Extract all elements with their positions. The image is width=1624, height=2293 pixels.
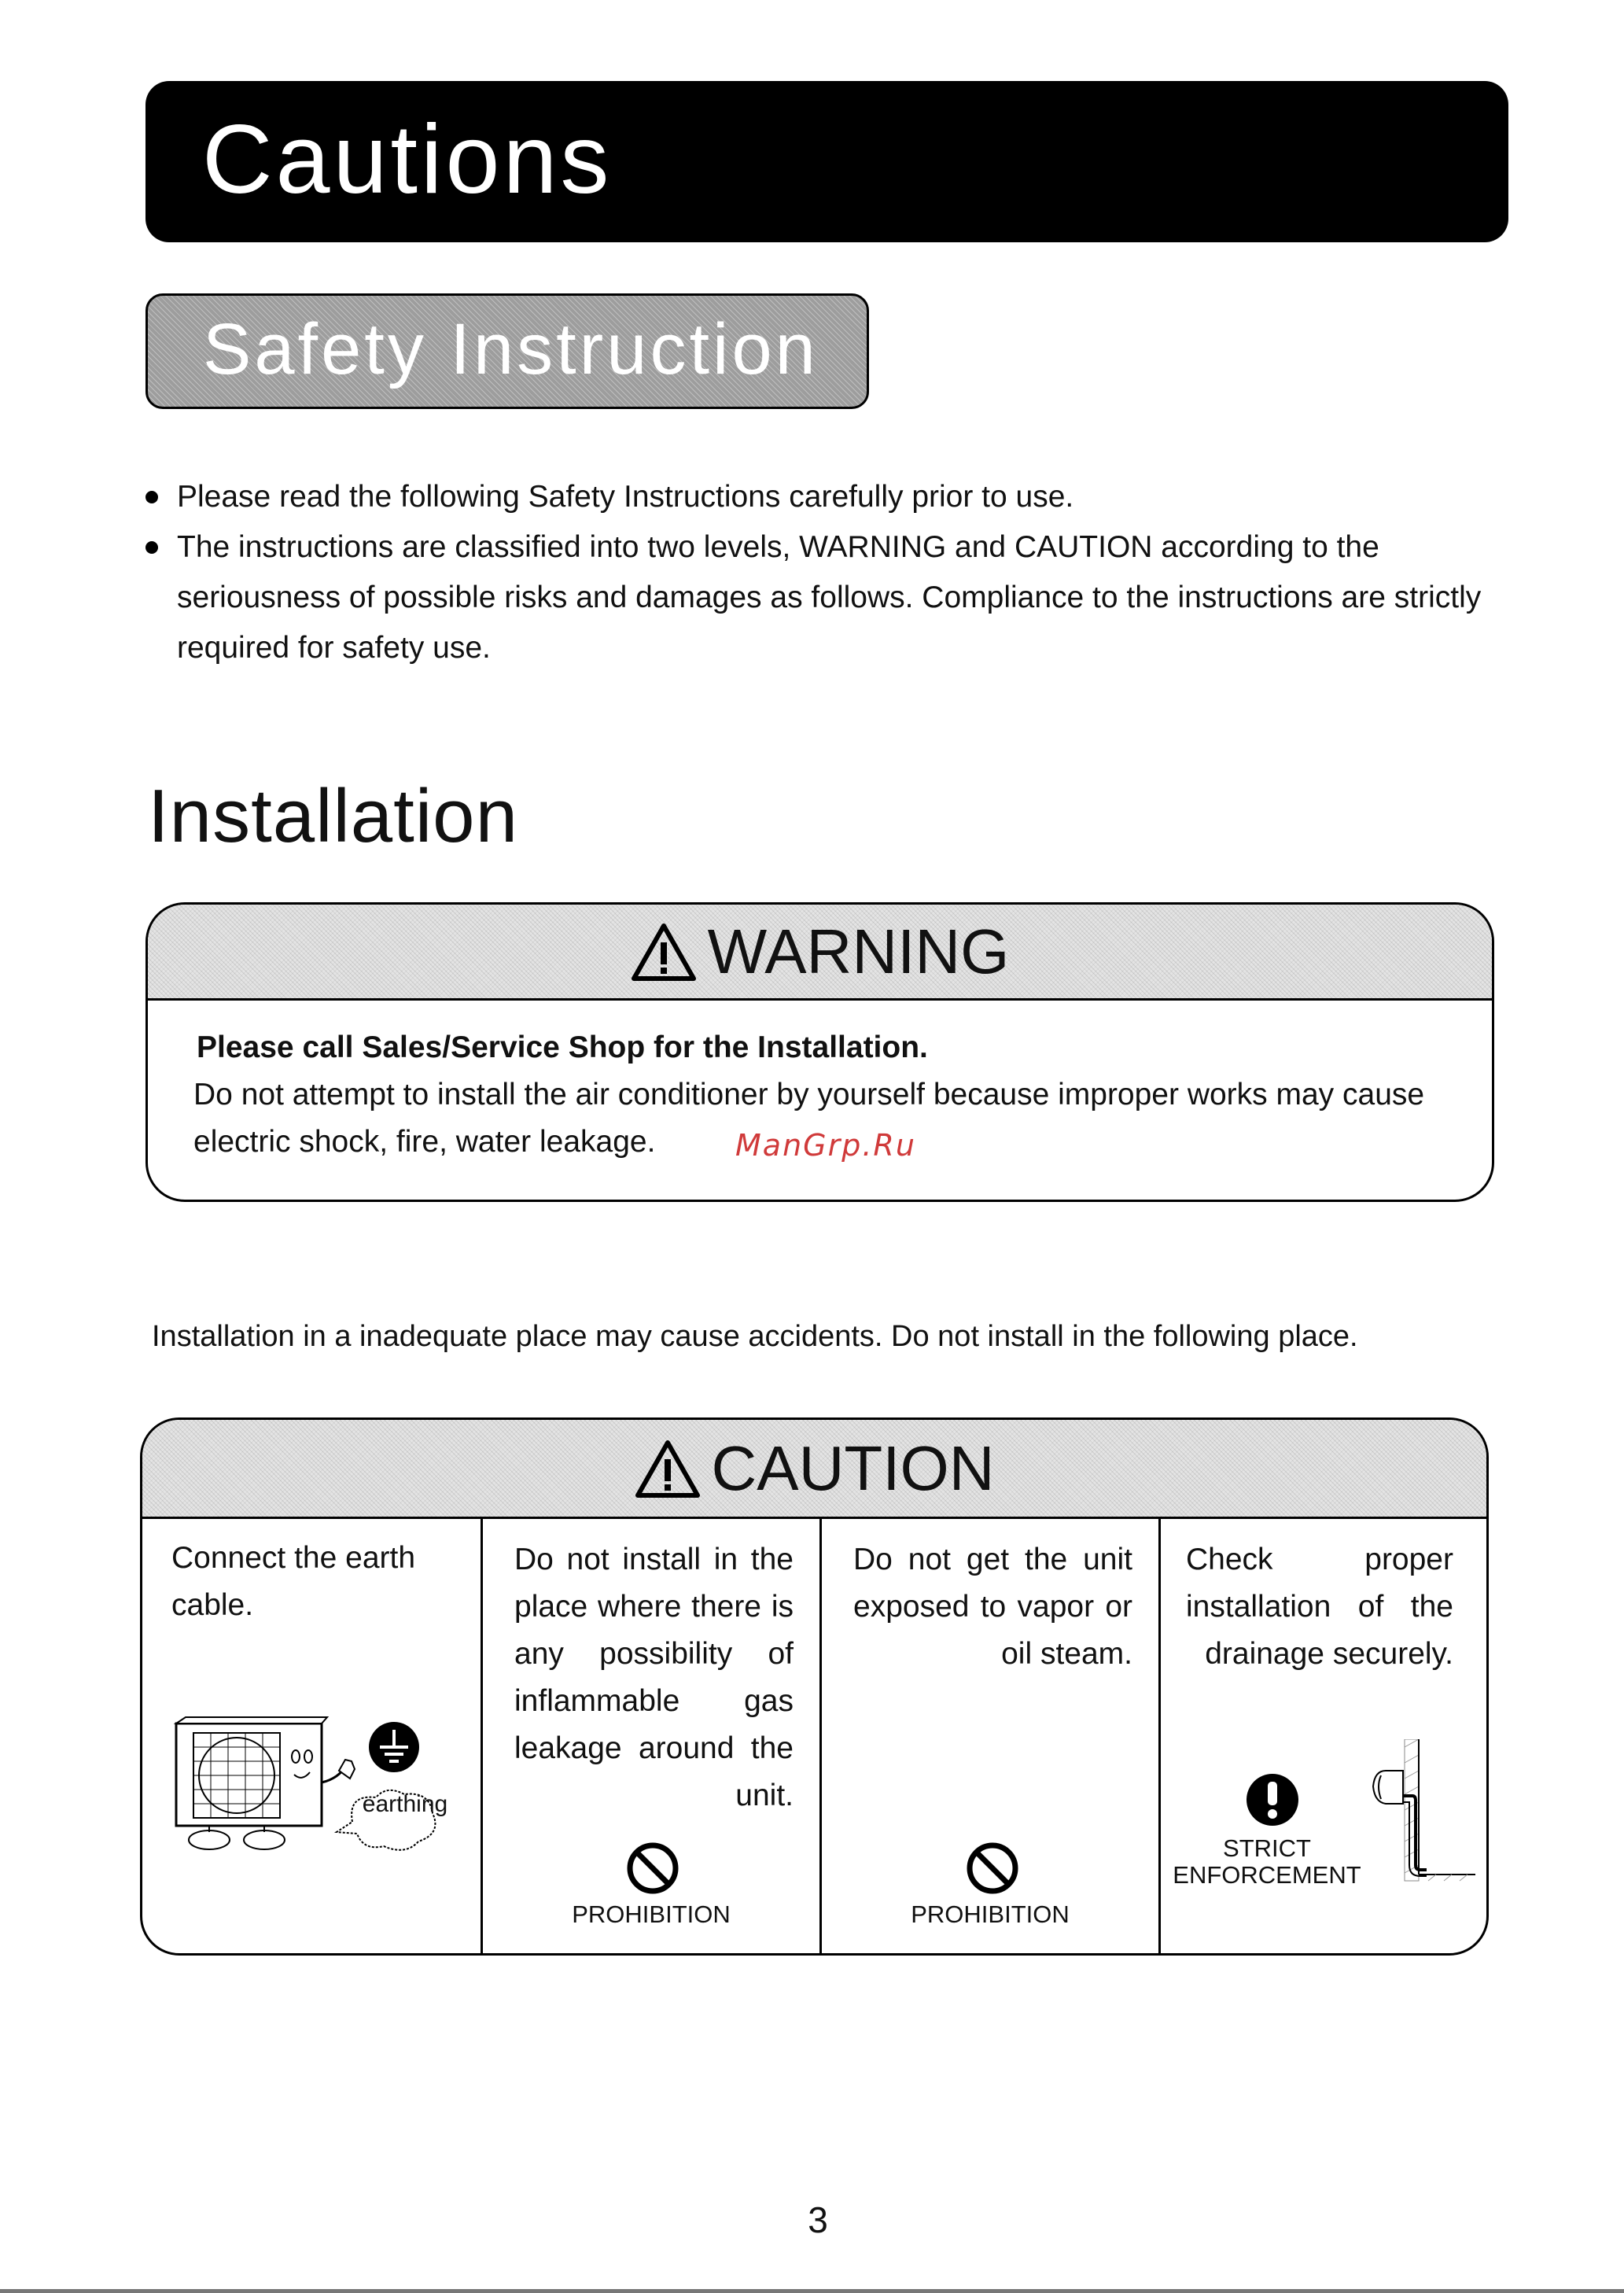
prohibition-icon <box>625 1841 680 1896</box>
caution-label: CAUTION <box>711 1432 995 1503</box>
exclamation-icon <box>1245 1772 1300 1827</box>
caution-column-drainage <box>1158 1519 1489 1953</box>
caution-column-vapor <box>819 1519 1158 1953</box>
earthing-label: earthing <box>362 1791 448 1817</box>
bullet-item: The instructions are classified into two levels, WARNING and CAUTION according to the seriousness of possible risks and damages as follows. Compliance to the instructions are strictly required for safety use. <box>145 522 1498 673</box>
caution-text: Do not get the unit exposed to vapor or oil steam. <box>853 1543 1132 1671</box>
outdoor-unit-earthing-illustration <box>170 1716 461 1865</box>
intro-bullet-list <box>145 472 1498 673</box>
warning-body: Do not attempt to install the air conditioner by yourself because improper works may cause electric shock, fire, water leakage. <box>193 1078 1425 1159</box>
prohibition-label: PROHIBITION <box>572 1900 731 1928</box>
warning-header <box>148 905 1492 1001</box>
prohibition-label: PROHIBITION <box>911 1900 1070 1928</box>
caution-column-gas <box>481 1519 819 1953</box>
bullet-item: Please read the following Safety Instructions carefully prior to use. <box>145 472 1498 522</box>
caution-text: Check proper installation of the drainage securely. <box>1186 1543 1453 1671</box>
bottom-rule <box>0 2289 1624 2293</box>
caution-column-earth <box>142 1519 481 1953</box>
section-subtitle-box <box>145 293 869 409</box>
watermark: ManGrp.Ru <box>735 1128 916 1163</box>
strict-enforcement-label: STRICT ENFORCEMENT <box>1173 1834 1361 1889</box>
caution-header <box>142 1420 1486 1519</box>
page-title: Cautions <box>202 105 613 214</box>
page-number: 3 <box>808 2199 828 2240</box>
drainage-pipe-illustration <box>1357 1739 1475 1897</box>
caution-text: Do not install in the place where there is any possibility of inflammable gas leakage around the unit. <box>514 1543 794 1812</box>
warning-headline: Please call Sales/Service Shop for the Installation. <box>197 1030 928 1064</box>
page-title-bar <box>145 81 1508 242</box>
placement-note: Installation in a inadequate place may cause accidents. Do not install in the following place. <box>152 1320 1358 1353</box>
warning-label: WARNING <box>707 916 1010 986</box>
warning-triangle-icon <box>631 922 697 982</box>
installation-heading: Installation <box>148 774 518 858</box>
prohibition-icon <box>965 1841 1020 1896</box>
caution-box <box>140 1417 1489 1956</box>
section-subtitle: Safety Instruction <box>203 309 819 389</box>
caution-text: Connect the earth cable. <box>171 1541 416 1622</box>
caution-triangle-icon <box>635 1439 701 1499</box>
